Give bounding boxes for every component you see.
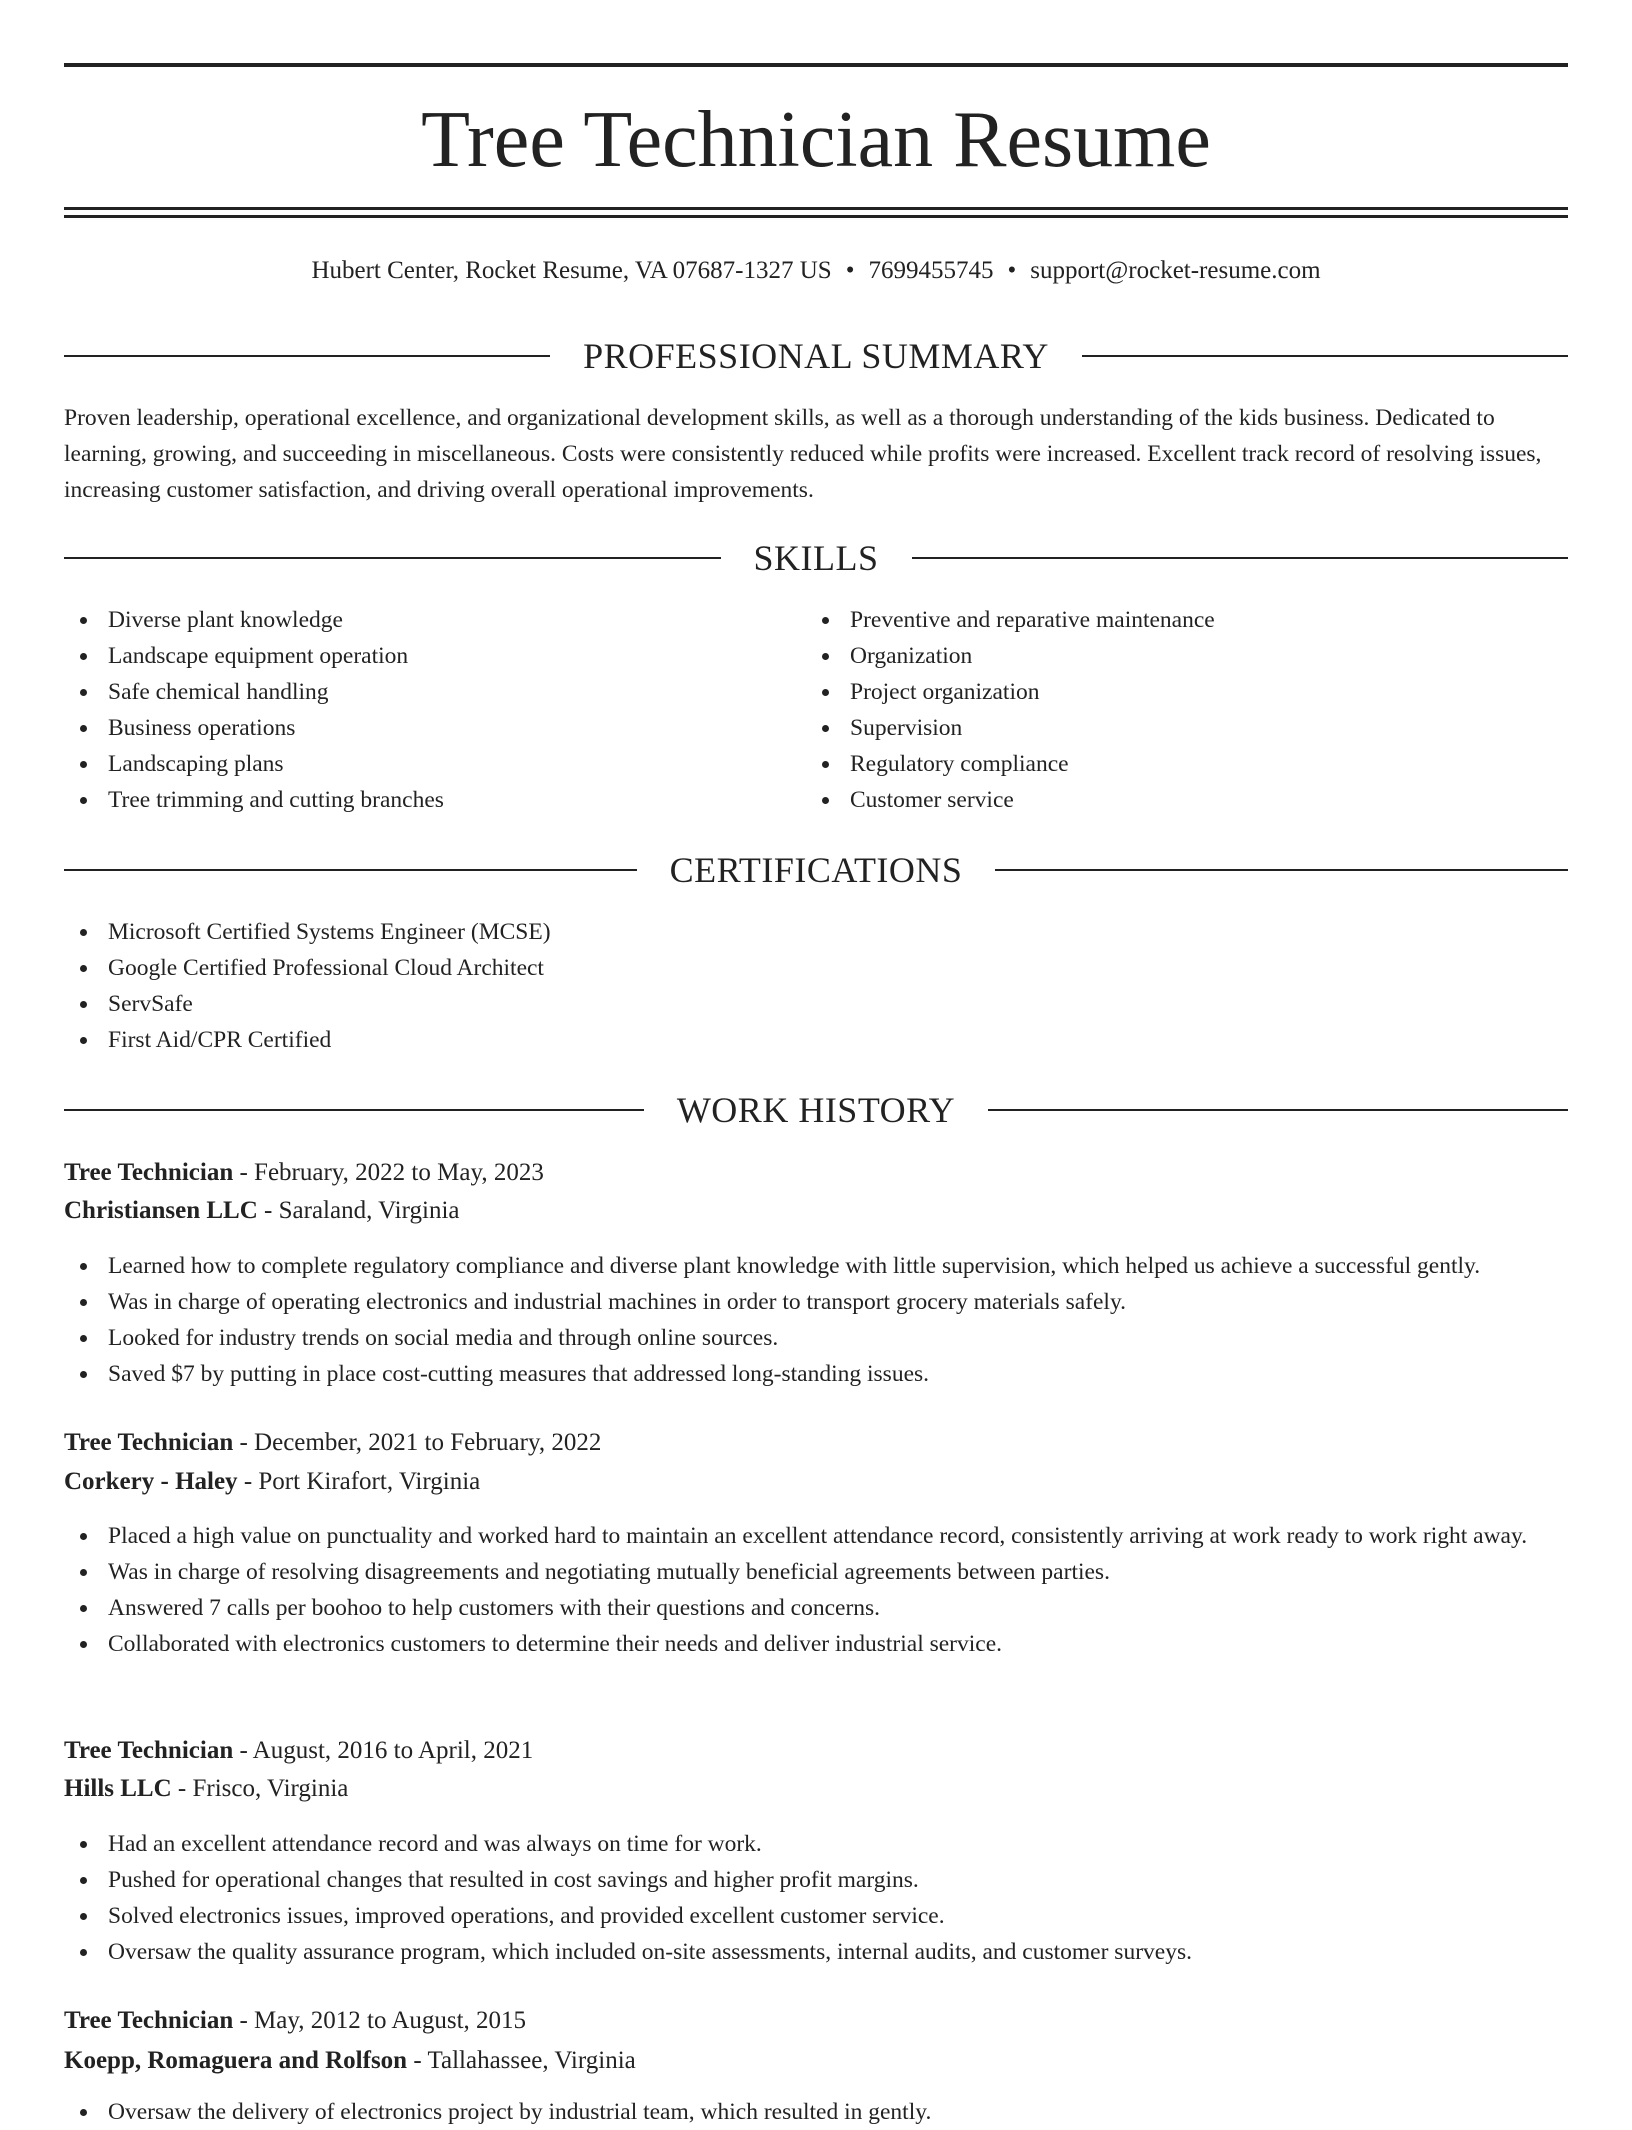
heading-rule-left xyxy=(64,557,721,559)
contact-email: support@rocket-resume.com xyxy=(1030,257,1321,284)
skills-list-left xyxy=(64,602,804,818)
job-bullet: Looked for industry trends on social media and through online sources. xyxy=(64,1320,1568,1356)
contact-separator: • xyxy=(1007,257,1017,284)
contact-line xyxy=(64,254,1568,288)
job-dates: - February, 2022 to May, 2023 xyxy=(233,1159,544,1186)
certification-item: Microsoft Certified Systems Engineer (MCSE) xyxy=(64,914,1568,950)
job-bullet: Solved electronics issues, improved operations, and provided excellent customer service. xyxy=(64,1898,1568,1934)
certifications-list xyxy=(64,914,1568,1058)
job-bullets xyxy=(64,1248,1568,1392)
contact-address: Hubert Center, Rocket Resume, VA 07687-1327 US xyxy=(311,257,832,284)
heading-rule-left xyxy=(64,869,637,871)
job-title-line xyxy=(64,1155,1568,1191)
job-company-line xyxy=(64,1771,1568,1807)
job-title: Tree Technician xyxy=(64,2007,234,2034)
skill-item: Business operations xyxy=(64,710,804,746)
job-title: Tree Technician xyxy=(64,1429,234,1456)
job-bullets xyxy=(64,1518,1568,1662)
job-bullet: Oversaw the quality assurance program, which included on-site assessments, internal audits, and customer surveys. xyxy=(64,1934,1568,1970)
heading-rule-right xyxy=(912,557,1569,559)
heading-rule-right xyxy=(1082,355,1568,357)
heading-rule-left xyxy=(64,355,550,357)
job-location: - Tallahassee, Virginia xyxy=(407,2047,636,2074)
job-company: Koepp, Romaguera and Rolfson xyxy=(64,2047,408,2074)
job-company: Christiansen LLC xyxy=(64,1197,258,1224)
contact-separator: • xyxy=(845,257,855,284)
skill-item: Regulatory compliance xyxy=(806,746,1568,782)
skill-item: Landscape equipment operation xyxy=(64,638,804,674)
heading-rule-right xyxy=(988,1109,1568,1111)
skill-item: Safe chemical handling xyxy=(64,674,804,710)
title-double-rule-top xyxy=(64,207,1568,210)
job-bullet: Was in charge of operating electronics and industrial machines in order to transport grocery materials safely. xyxy=(64,1284,1568,1320)
job-location: - Saraland, Virginia xyxy=(257,1197,460,1224)
job-dates: - August, 2016 to April, 2021 xyxy=(233,1737,534,1764)
job-company-line xyxy=(64,1464,1568,1500)
job-company: Hills LLC xyxy=(64,1775,172,1802)
job-location: - Frisco, Virginia xyxy=(171,1775,349,1802)
skill-item: Organization xyxy=(806,638,1568,674)
job-company: Corkery - Haley xyxy=(64,1468,238,1495)
skill-item: Tree trimming and cutting branches xyxy=(64,782,804,818)
section-heading-label: PROFESSIONAL SUMMARY xyxy=(583,336,1049,376)
section-heading-label: WORK HISTORY xyxy=(676,1090,956,1130)
job-company-line xyxy=(64,1193,1568,1229)
skill-item: Supervision xyxy=(806,710,1568,746)
section-heading-certifications xyxy=(64,848,1568,892)
job-dates: - December, 2021 to February, 2022 xyxy=(233,1429,602,1456)
job-bullet: Was in charge of resolving disagreements and negotiating mutually beneficial agreements between parties. xyxy=(64,1554,1568,1590)
job-bullet: Oversaw the delivery of electronics project by industrial team, which resulted in gently. xyxy=(64,2094,1568,2130)
heading-rule-right xyxy=(995,869,1568,871)
job-dates: - May, 2012 to August, 2015 xyxy=(233,2007,527,2034)
summary-text: Proven leadership, operational excellence, and organizational development skills, as well as a thorough understanding of the kids business. Dedicated to learning, growing, and succeeding in miscellaneous. Costs were consistently reduced while profits were increased. Excellent track record of resolving issues, increasing customer satisfaction, and driving overall operational improvements. xyxy=(64,405,1542,503)
job-title-line xyxy=(64,1425,1568,1461)
section-heading-summary xyxy=(64,334,1568,378)
contact-phone: 7699455745 xyxy=(868,257,994,284)
skill-item: Project organization xyxy=(806,674,1568,710)
job-bullet: Collaborated with electronics customers to determine their needs and deliver industrial service. xyxy=(64,1626,1568,1662)
job-title-line xyxy=(64,1733,1568,1769)
job-location: - Port Kirafort, Virginia xyxy=(237,1468,481,1495)
skill-item: Customer service xyxy=(806,782,1568,818)
job-bullets xyxy=(64,1826,1568,1970)
top-rule xyxy=(64,63,1568,67)
heading-rule-left xyxy=(64,1109,644,1111)
section-heading-label: CERTIFICATIONS xyxy=(669,850,963,890)
job-bullets xyxy=(64,2094,1568,2130)
certification-item: ServSafe xyxy=(64,986,1568,1022)
certification-item: Google Certified Professional Cloud Architect xyxy=(64,950,1568,986)
skills-list-right xyxy=(806,602,1568,818)
job-title: Tree Technician xyxy=(64,1737,234,1764)
resume-title: Tree Technician Resume xyxy=(421,96,1211,184)
job-company-line xyxy=(64,2043,1568,2079)
job-bullet: Learned how to complete regulatory compliance and diverse plant knowledge with little supervision, which helped us achieve a successful gently. xyxy=(64,1248,1568,1284)
job-bullet: Pushed for operational changes that resulted in cost savings and higher profit margins. xyxy=(64,1862,1568,1898)
job-title-line xyxy=(64,2003,1568,2039)
job-bullet: Answered 7 calls per boohoo to help customers with their questions and concerns. xyxy=(64,1590,1568,1626)
job-bullet: Saved $7 by putting in place cost-cutting measures that addressed long-standing issues. xyxy=(64,1356,1568,1392)
section-heading-skills xyxy=(64,536,1568,580)
job-bullet: Had an excellent attendance record and was always on time for work. xyxy=(64,1826,1568,1862)
section-heading-work-history xyxy=(64,1088,1568,1132)
skill-item: Preventive and reparative maintenance xyxy=(806,602,1568,638)
skill-item: Landscaping plans xyxy=(64,746,804,782)
title-double-rule-bottom xyxy=(64,215,1568,218)
skill-item: Diverse plant knowledge xyxy=(64,602,804,638)
certification-item: First Aid/CPR Certified xyxy=(64,1022,1568,1058)
job-bullet: Placed a high value on punctuality and worked hard to maintain an excellent attendance record, consistently arriving at work ready to work right away. xyxy=(64,1518,1568,1554)
job-title: Tree Technician xyxy=(64,1159,234,1186)
section-heading-label: SKILLS xyxy=(753,538,879,578)
